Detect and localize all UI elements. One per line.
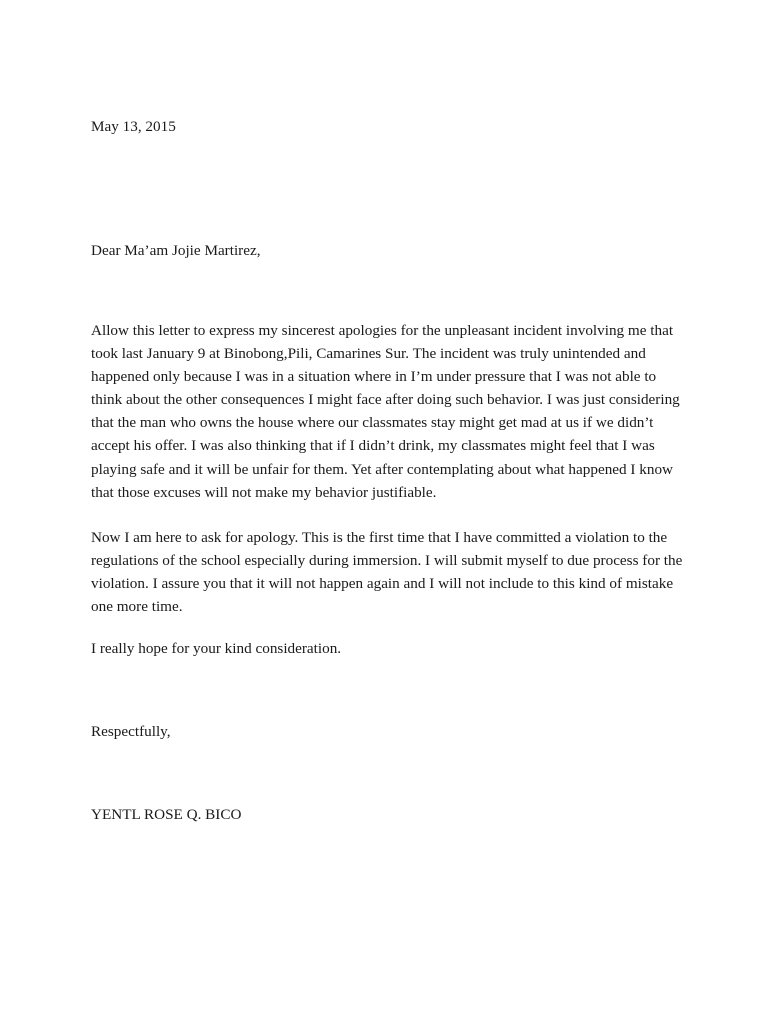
paragraph-line: accept his offer. I was also thinking that if I didn’t drink, my classmates might feel that I was [91,437,655,455]
signature-name: YENTL ROSE Q. BICO [91,806,242,823]
paragraph-line: playing safe and it will be unfair for them. Yet after contemplating about what happened I know [91,460,674,478]
body-paragraph-2 [91,526,691,618]
paragraph-line: Now I am here to ask for apology. This is the first time that I have committed a violation to the [91,529,668,546]
letter-closing: Respectfully, [91,723,171,740]
paragraph-line: that those excuses will not make my behavior justifiable. [91,483,437,501]
paragraph-line: took last January 9 at Binobong,Pili, Camarines Sur. The incident was truly unintended and [91,345,646,363]
body-paragraph-3 [91,637,691,660]
paragraph-line: Allow this letter to express my sincerest apologies for the unpleasant incident involving me that [91,322,674,339]
letter-date: May 13, 2015 [91,118,176,135]
paragraph-line: violation. I assure you that it will not happen again and I will not include to this kind of mistake [91,575,674,593]
paragraph-line: think about the other consequences I might face after doing such behavior. I was just considering [91,391,680,409]
paragraph-line: I really hope for your kind consideration. [91,640,342,657]
paragraph-line: regulations of the school especially during immersion. I will submit myself to due process for the [91,552,683,570]
paragraph-line: that the man who owns the house where our classmates stay might get mad at us if we didn’t [91,414,654,432]
letter-salutation: Dear Ma’am Jojie Martirez, [91,242,261,259]
paragraph-line: one more time. [91,598,183,616]
body-paragraph-1 [91,319,691,504]
paragraph-line: happened only because I was in a situation where in I’m under pressure that I was not able to [91,368,657,386]
